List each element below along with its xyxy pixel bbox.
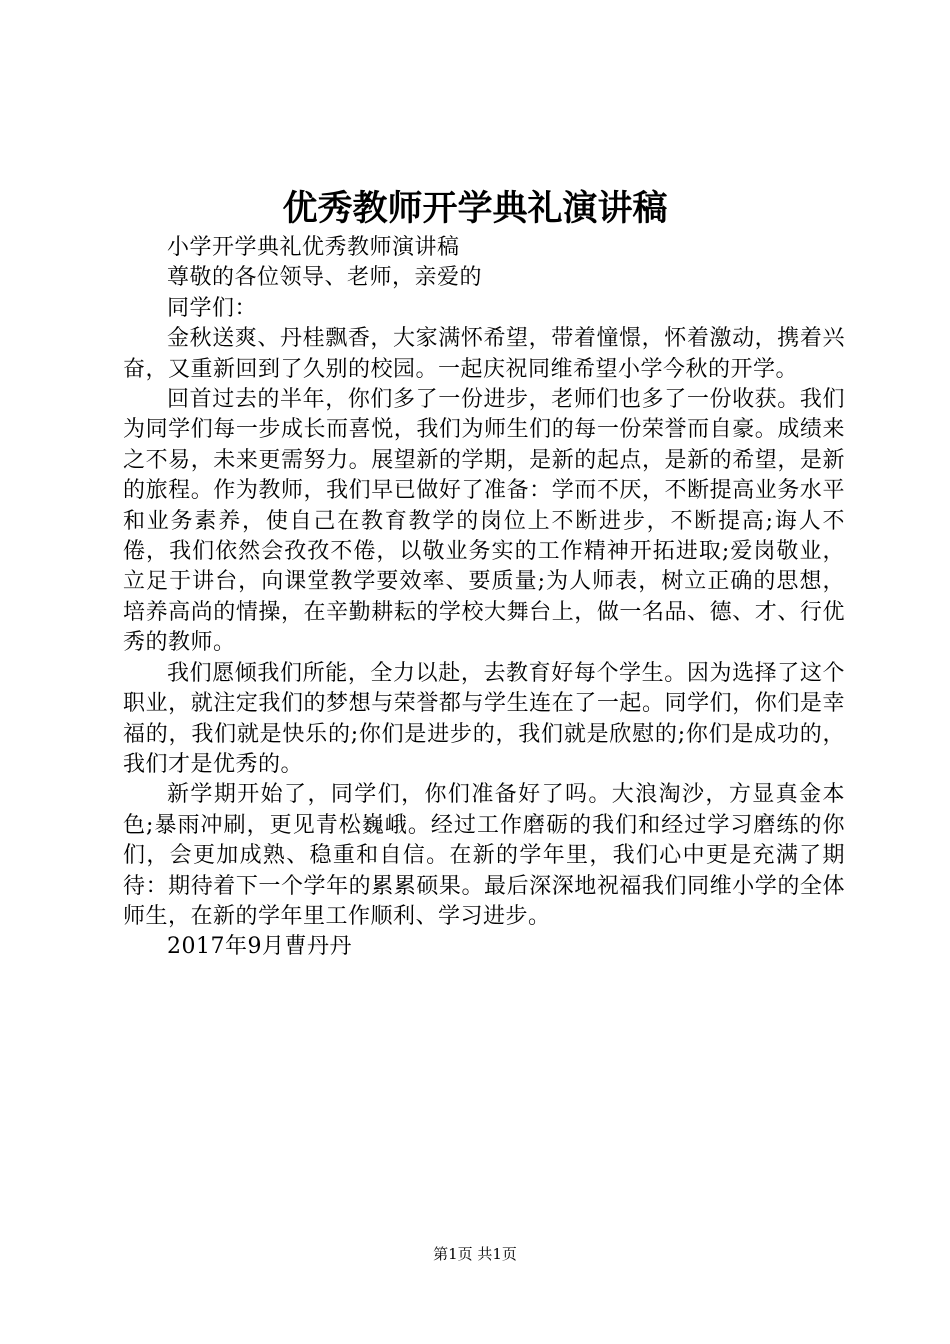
document-title: 优秀教师开学典礼演讲稿 [282,188,668,229]
salutation-line: 尊敬的各位领导、老师，亲爱的 [167,265,483,291]
signature-date: 2017年9月曹丹丹 [167,934,352,960]
salutation-line-continued: 同学们： [167,295,258,321]
page-footer: 第1页 共1页 [433,1245,517,1263]
paragraph-commitment: 我们愿倾我们所能，全力以赴，去教育好每个学生。因为选择了这个职业，就注定我们的梦想与荣誉都与学生连在了一起。同学们，你们是幸福的，我们就是快乐的;你们是进步的，我们就是欣慰的;你们是成功的，我们才是优秀的。 [123,660,845,777]
subtitle-line: 小学开学典礼优秀教师演讲稿 [167,235,460,260]
paragraph-opening: 金秋送爽、丹桂飘香，大家满怀希望，带着憧憬，怀着激动，携着兴奋，又重新回到了久别的校园。一起庆祝同维希望小学今秋的开学。 [123,326,845,382]
document-body [123,233,845,963]
paragraph-review: 回首过去的半年，你们多了一份进步，老师们也多了一份收获。我们为同学们每一步成长而喜悦，我们为师生们的每一份荣誉而自豪。成绩来之不易，未来更需努力。展望新的学期，是新的起点，是新的希望，是新的旅程。作为教师，我们早已做好了准备：学而不厌，不断提高业务水平和业务素养，使自己在教育教学的岗位上不断进步，不断提高;诲人不倦，我们依然会孜孜不倦，以敬业务实的工作精神开拓进取;爱岗敬业，立足于讲台，向课堂教学要效率、要质量;为人师表，树立正确的思想，培养高尚的情操，在辛勤耕耘的学校大舞台上，做一名品、德、才、行优秀的教师。 [123,387,845,656]
paragraph-new-term: 新学期开始了，同学们，你们准备好了吗。大浪淘沙，方显真金本色;暴雨冲刷，更见青松巍峨。经过工作磨砺的我们和经过学习磨练的你们，会更加成熟、稳重和自信。在新的学年里，我们心中更是充满了期待：期待着下一个学年的累累硕果。最后深深地祝福我们同维小学的全体师生，在新的学年里工作顺利、学习进步。 [123,782,845,929]
